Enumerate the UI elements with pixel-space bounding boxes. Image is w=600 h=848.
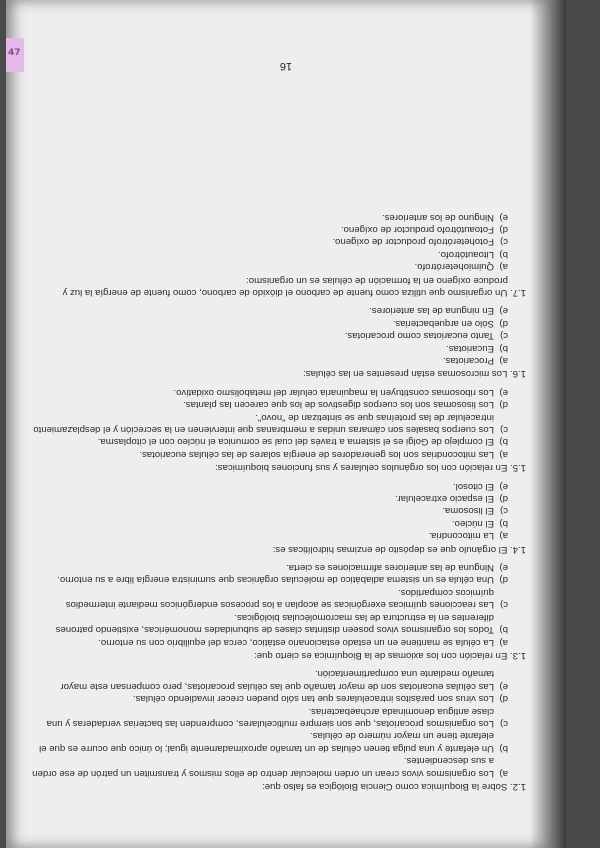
answer-option — [26, 316, 508, 328]
option-letter: e) — [499, 480, 508, 492]
answer-option — [26, 447, 508, 459]
answer-option — [26, 692, 508, 704]
answer-option — [26, 260, 508, 272]
option-letter: c) — [500, 717, 508, 729]
option-letter: d) — [499, 493, 508, 505]
answer-option — [26, 398, 508, 410]
option-letter: b) — [499, 742, 508, 754]
option-text: Ninguna de las anteriores afirmaciones es cierta. — [286, 562, 494, 574]
option-letter: a) — [499, 448, 508, 460]
option-letter: c) — [500, 330, 508, 342]
question-title: 1.4. El orgánulo que es depósito de enzimas hidrolíticas es: — [272, 543, 526, 555]
option-letter: c) — [500, 505, 508, 517]
option-letter: d) — [499, 399, 508, 411]
option-text: Los virus son parásitos intracelulares que tan sólo pueden crecer invadiendo células. — [132, 693, 494, 705]
option-text: Las células eucariotas son de mayor tamaño que las células procariotas, pero compensan este mayor tamaño mediante una compartimentación. — [60, 668, 494, 692]
answer-option — [26, 729, 508, 754]
option-letter: c) — [500, 236, 508, 248]
option-text: El núcleo. — [451, 517, 494, 529]
option-text: Los cuerpos basales son cámaras unidas a membranas que intervienen en la secreción y el desplazamiento intracelular de las proteínas que se sintetizan de "novo". — [33, 411, 494, 436]
answer-option — [26, 610, 508, 635]
question-title: 1.5. En relación con los orgánulos celulares y sus funciones bioquímicas: — [215, 462, 526, 474]
option-text: Ninguno de los anteriores. — [382, 211, 494, 223]
option-letter: b) — [499, 342, 508, 354]
answer-option — [26, 329, 508, 341]
option-text: El lisosoma. — [442, 505, 494, 517]
option-text: Las reacciones químicas exergónicas se acoplan a los procesos endergónicos mediante intermedios químicos compartidos. — [65, 586, 494, 611]
option-letter: e) — [499, 680, 508, 692]
option-letter: a) — [499, 636, 508, 648]
option-text: Los lisosomas son los cuerpos digestivos de los que carecen las plantas. — [183, 399, 494, 411]
option-letter: a) — [499, 530, 508, 542]
option-text: Los ribosomas constituyen la maquinaria celular del metabolismo oxidativo. — [173, 386, 494, 398]
option-text: El citosol. — [452, 480, 494, 492]
option-letter: e) — [499, 305, 508, 317]
answer-option — [26, 304, 508, 316]
page-edge-shadow — [530, 0, 566, 848]
answer-option — [26, 635, 508, 647]
answer-option — [26, 247, 508, 259]
option-text: Las mitocondrias son los generadores de energía solares de las células eucariotas. — [139, 448, 494, 460]
option-letter: b) — [499, 517, 508, 529]
question-title: 1.2. Sobre la Bioquímica como Ciencia Biológica es falso que: — [262, 781, 526, 792]
option-letter: d) — [499, 693, 508, 705]
answer-option — [26, 586, 508, 611]
question-block — [26, 561, 546, 661]
answer-option — [26, 341, 508, 353]
option-letter: b) — [499, 248, 508, 260]
option-text: En ninguna de las anteriores. — [369, 305, 494, 317]
option-text: Un elefante y una pulga tienen células de un tamaño aproximadamente igual; lo único que ocurre es que el elefante tiene un mayor número de células. — [39, 730, 494, 754]
answer-option — [26, 410, 508, 435]
option-text: Fotoheterótrofo productor de oxígeno. — [332, 236, 494, 248]
option-text: Litoautótrofo. — [437, 248, 494, 260]
tab-label: 47 — [8, 48, 21, 58]
option-letter: a) — [499, 355, 508, 366]
option-text: La mitocondria. — [428, 530, 494, 542]
option-text: Todos los organismos vivos poseen distintas clases de subunidades monoméricas, existiendo patrones diferentes en la estructura de las macromoléculas biológicas. — [55, 611, 494, 636]
option-text: Una célula es un sistema adiabático de moléculas orgánicas que suministra energía libre a su entorno. — [57, 574, 494, 586]
option-letter: e) — [499, 562, 508, 574]
option-text: Quimioheterótrofo. — [414, 261, 494, 273]
answer-option — [26, 561, 508, 573]
answer-option — [26, 667, 508, 692]
option-text: El complejo de Golgi es el sistema a través del cual se comunica el núcleo con el citoplasma. — [97, 436, 494, 448]
answer-option — [26, 754, 508, 779]
answer-option — [26, 223, 508, 235]
question-block — [26, 210, 546, 298]
page-number: 16 — [279, 60, 293, 72]
option-text: Sólo en arquebacterias. — [392, 317, 494, 329]
question-block — [26, 479, 546, 554]
option-text: Los organismos procariotas, que son siempre multicelulares, comprenden las bacterias verdaderas y una clase antigua denominada archaebacterias. — [46, 705, 494, 729]
question-title: 1.3. En relación con los axiomas de la Bioquímica es cierto que: — [254, 649, 526, 661]
option-text: Tanto eucariotas como procariotas. — [344, 330, 494, 342]
page-content-rotated — [26, 20, 546, 828]
option-letter: b) — [499, 624, 508, 636]
option-letter: e) — [499, 211, 508, 223]
option-text: La célula se mantiene en un estado estacionario estático, cerca del equilibrio con su entorno. — [98, 636, 494, 648]
option-letter: c) — [500, 599, 508, 611]
answer-option — [26, 435, 508, 447]
answer-option — [26, 504, 508, 516]
question-block — [26, 667, 546, 792]
question-block — [26, 385, 546, 473]
option-text: Los organismos vivos crean un orden molecular dentro de ellos mismos y transmiten un patrón de ese orden a sus descendientes. — [32, 755, 494, 779]
option-text: Fotoautótrofo productor de oxígeno. — [340, 223, 494, 235]
answer-option — [26, 704, 508, 729]
option-letter: d) — [499, 223, 508, 235]
option-letter: a) — [499, 767, 508, 779]
scanned-sheet — [6, 0, 566, 848]
page-tab-marker — [6, 38, 24, 72]
option-letter: c) — [500, 424, 508, 436]
option-letter: d) — [499, 317, 508, 329]
answer-option — [26, 479, 508, 491]
answer-option — [26, 385, 508, 397]
option-letter: d) — [499, 574, 508, 586]
question-block — [26, 304, 546, 379]
option-text: Eucariotas. — [446, 342, 494, 354]
question-list — [26, 210, 546, 828]
option-text: Procariotas. — [442, 355, 494, 366]
answer-option — [26, 573, 508, 585]
answer-option — [26, 492, 508, 504]
option-text: El espacio extracelular. — [395, 493, 494, 505]
question-title: 1.6. Los microsomas están presentes en las células: — [303, 368, 526, 380]
question-title: 1.7. Un organismo que utiliza como fuente de carbono el dióxido de carbono, como fuente de energía la luz y produce oxígeno en la formación de células es un organismo: — [62, 274, 526, 298]
answer-option — [26, 529, 508, 541]
answer-option — [26, 516, 508, 528]
option-letter: b) — [499, 436, 508, 448]
option-letter: e) — [499, 386, 508, 398]
answer-option — [26, 235, 508, 247]
option-letter: a) — [499, 261, 508, 273]
answer-option — [26, 354, 508, 366]
answer-option — [26, 210, 508, 222]
